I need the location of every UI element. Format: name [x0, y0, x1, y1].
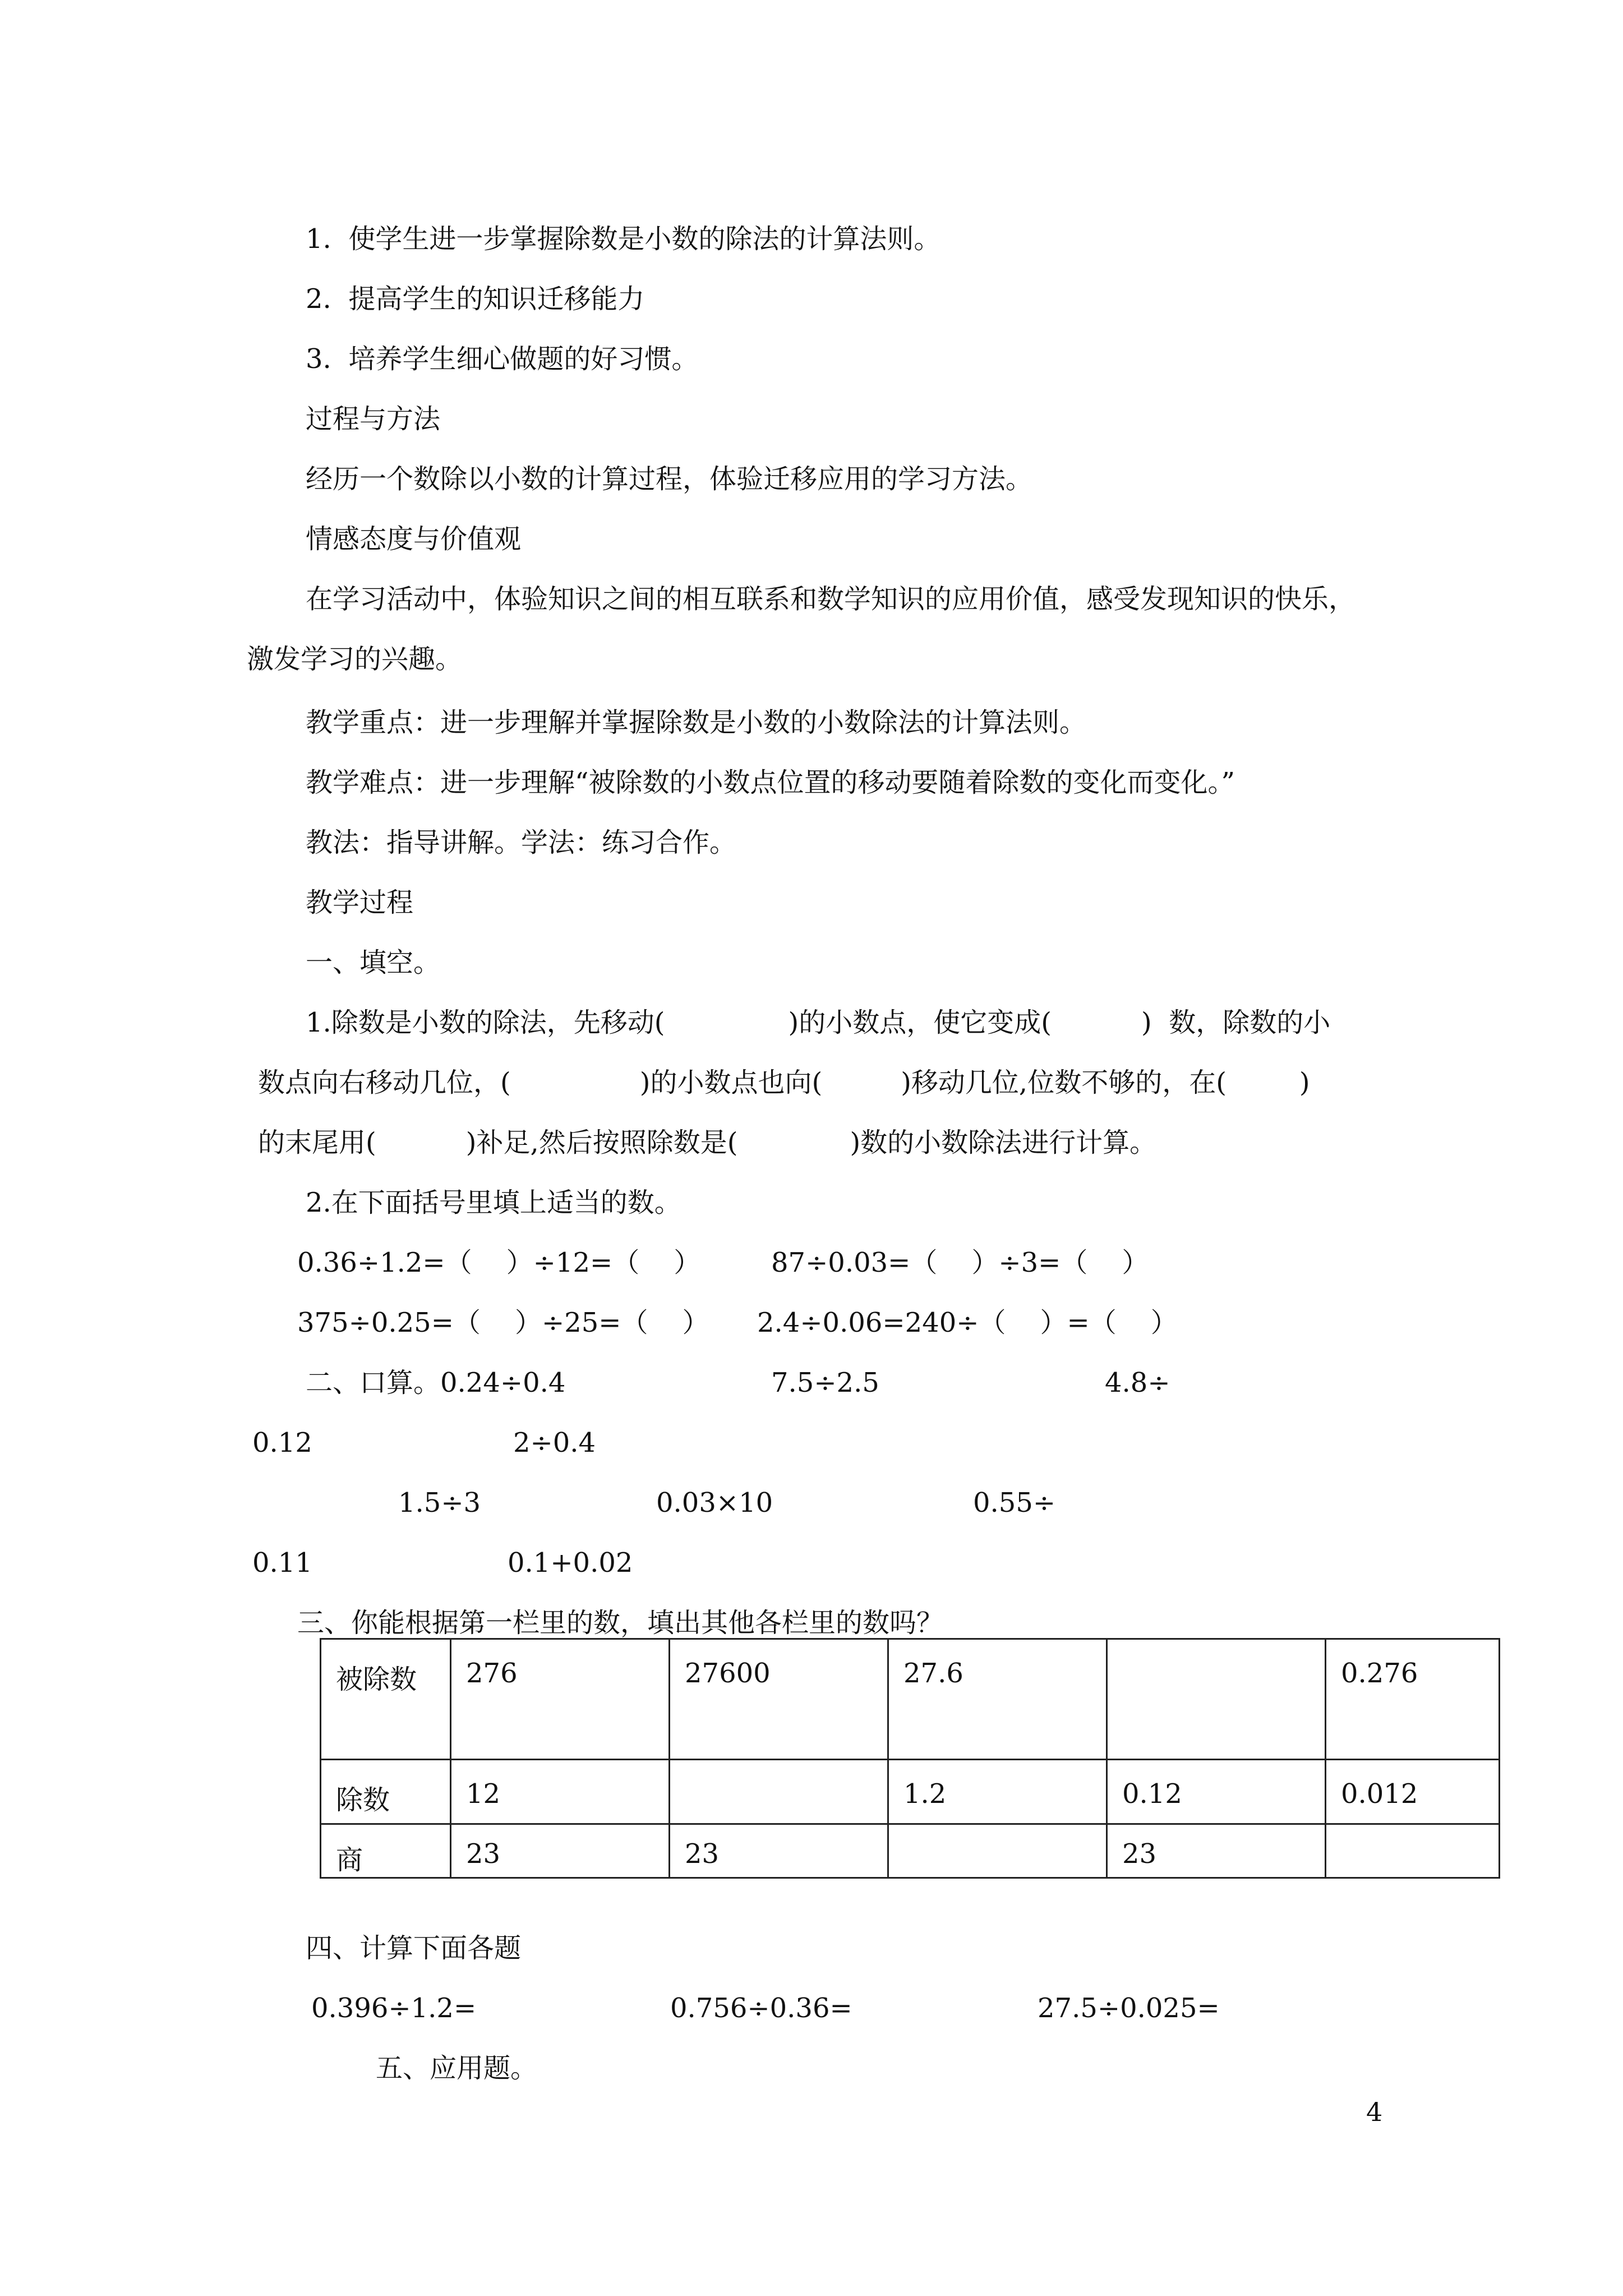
- calc-item: 27.5÷0.025=: [1038, 1993, 1220, 2024]
- table-cell: 27.6: [888, 1639, 1107, 1760]
- goal-2: 2. 提高学生的知识迁移能力: [306, 283, 645, 315]
- section-5-title: 五、应用题。: [376, 2053, 538, 2084]
- oral-item: 0.03×10: [656, 1487, 773, 1519]
- oral-item: 0.55÷: [973, 1487, 1056, 1519]
- equation-1b: 87÷0.03=（ ）÷3=（ ）: [771, 1247, 1149, 1278]
- section-3-title: 三、你能根据第一栏里的数，填出其他各栏里的数吗？: [297, 1607, 944, 1639]
- table-cell: 27600: [670, 1639, 888, 1760]
- table-cell: [1107, 1639, 1326, 1760]
- oral-item: 0.1+0.02: [508, 1547, 633, 1579]
- calc-item: 0.396÷1.2=: [311, 1993, 477, 2024]
- difficult-point: 教学难点：进一步理解“被除数的小数点位置的移动要随着除数的变化而变化。”: [306, 767, 1235, 798]
- section-1-title: 一、填空。: [306, 947, 441, 978]
- table-cell: 23: [451, 1824, 670, 1878]
- table-cell: 276: [451, 1639, 670, 1760]
- section-4-title: 四、计算下面各题: [306, 1932, 522, 1964]
- page-number: 4: [1366, 2097, 1383, 2127]
- fill-blank-q2: 2.在下面括号里填上适当的数。: [306, 1187, 681, 1218]
- goal-1: 1. 使学生进一步掌握除数是小数的除法的计算法则。: [306, 223, 941, 255]
- table-row: [321, 1639, 1500, 1760]
- table-cell: [670, 1760, 888, 1824]
- process-text: 经历一个数除以小数的计算过程，体验迁移应用的学习方法。: [306, 463, 1033, 495]
- table-cell: 商: [321, 1824, 451, 1878]
- oral-item: 1.5÷3: [398, 1487, 481, 1519]
- key-point: 教学重点：进一步理解并掌握除数是小数的小数除法的计算法则。: [306, 707, 1087, 738]
- oral-item: 0.12: [252, 1427, 312, 1458]
- oral-item: 4.8÷: [1105, 1367, 1170, 1398]
- table-cell: 除数: [321, 1760, 451, 1824]
- table-cell: 12: [451, 1760, 670, 1824]
- table-cell: 被除数: [321, 1639, 451, 1760]
- attitude-line-1: 在学习活动中，体验知识之间的相互联系和数学知识的应用价值，感受发现知识的快乐，: [306, 583, 1356, 615]
- equation-1a: 0.36÷1.2=（ ）÷12=（ ）: [297, 1247, 701, 1278]
- equation-2b: 2.4÷0.06=240÷（ ）=（ ）: [757, 1307, 1178, 1338]
- table-cell: [1326, 1824, 1500, 1878]
- teaching-process-heading: 教学过程: [306, 887, 414, 918]
- teaching-method: 教法：指导讲解。学法：练习合作。: [306, 827, 737, 858]
- division-table: [320, 1638, 1500, 1879]
- table-cell: 1.2: [888, 1760, 1107, 1824]
- table-cell: [888, 1824, 1107, 1878]
- process-heading: 过程与方法: [306, 403, 441, 435]
- oral-item: 0.11: [252, 1547, 312, 1579]
- goal-3: 3. 培养学生细心做题的好习惯。: [306, 343, 699, 375]
- table-cell: 23: [1107, 1824, 1326, 1878]
- equation-2a: 375÷0.25=（ ）÷25=（ ）: [297, 1307, 709, 1338]
- table-cell: 0.12: [1107, 1760, 1326, 1824]
- fill-blank-q1-line-3: 的末尾用( )补足,然后按照除数是( )数的小数除法进行计算。: [258, 1127, 1157, 1158]
- oral-item: 2÷0.4: [513, 1427, 596, 1458]
- section-2-title: 二、口算。0.24÷0.4: [306, 1367, 566, 1398]
- table-row: [321, 1824, 1500, 1878]
- calc-item: 0.756÷0.36=: [670, 1993, 852, 2024]
- table-cell: 0.012: [1326, 1760, 1500, 1824]
- table-cell: 23: [670, 1824, 888, 1878]
- table-cell: 0.276: [1326, 1639, 1500, 1760]
- table-row: [321, 1760, 1500, 1824]
- attitude-heading: 情感态度与价值观: [306, 523, 522, 555]
- oral-item: 7.5÷2.5: [771, 1367, 879, 1398]
- attitude-line-2: 激发学习的兴趣。: [247, 643, 463, 675]
- fill-blank-q1-line-1: 1.除数是小数的除法，先移动( )的小数点，使它变成( ) 数，除数的小: [306, 1007, 1331, 1038]
- fill-blank-q1-line-2: 数点向右移动几位，( )的小数点也向( )移动几位,位数不够的，在( ): [258, 1067, 1310, 1098]
